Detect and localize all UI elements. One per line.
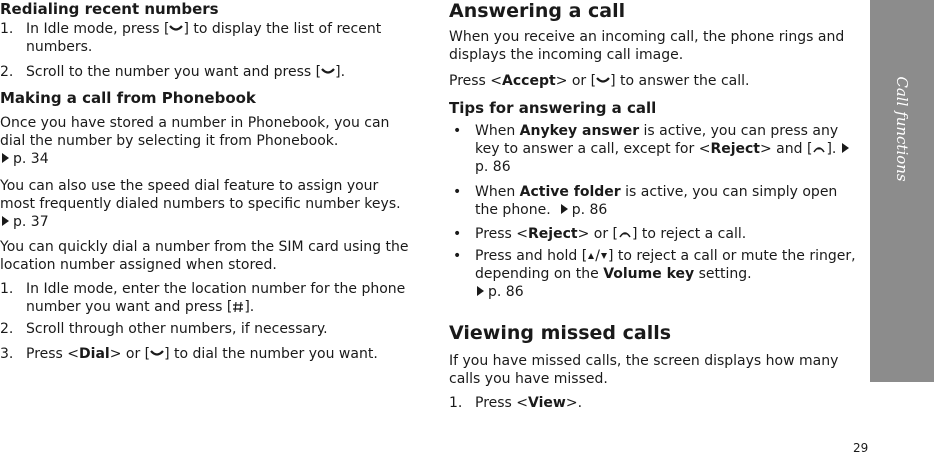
bullet: •: [453, 226, 462, 242]
missed-step-1: [449, 394, 861, 412]
redial-step-2: [0, 63, 412, 81]
phone-send-icon: [596, 75, 610, 87]
paragraph-text: > or [: [555, 73, 597, 89]
bullet: •: [453, 123, 462, 139]
softkey-accept: Accept: [502, 73, 556, 89]
missed-paragraph: If you have missed calls, the screen displays how many calls you have missed.: [449, 353, 839, 387]
sim-step-2: [0, 320, 426, 338]
bullet: •: [453, 248, 462, 264]
tip-text: Press and hold [: [475, 248, 588, 264]
redial-step-1: [0, 20, 412, 56]
step-text: > or [: [109, 346, 151, 362]
phone-send-icon: [150, 348, 164, 360]
tip-reject: [449, 225, 861, 243]
tip-anykey: [449, 122, 861, 176]
tip-text: /: [595, 248, 600, 264]
bullet: •: [453, 184, 462, 200]
step-number: 3.: [0, 346, 14, 362]
tip-text: is active, you can simply open the phone.: [475, 184, 838, 218]
hash-key-icon: [232, 301, 244, 313]
volume-up-icon: [587, 250, 595, 262]
paragraph-text: Once you have stored a number in Phonebook, you can dial the number by selecting it from Phonebook.: [0, 115, 390, 149]
chapter-label: Call functions: [893, 76, 911, 182]
softkey-dial: Dial: [79, 346, 110, 362]
heading-missed-calls: Viewing missed calls: [449, 322, 672, 344]
step-number: 1.: [0, 21, 14, 37]
step-text: ].: [335, 64, 346, 80]
heading-phonebook: Making a call from Phonebook: [0, 89, 256, 107]
step-text: Scroll to the number you want and press [: [26, 64, 322, 80]
tip-volume-key: [449, 247, 861, 301]
setting-active-folder: Active folder: [519, 184, 621, 200]
step-text: Press <: [26, 346, 80, 362]
step-number: 2.: [0, 321, 14, 337]
paragraph-text: You can also use the speed dial feature to assign your most frequently dialed numbers to specific number keys.: [0, 178, 401, 212]
setting-volume-key: Volume key: [603, 266, 695, 282]
sim-step-3: [0, 345, 436, 363]
volume-down-icon: [600, 250, 608, 262]
tip-active-folder: [449, 183, 861, 219]
answer-paragraph-1: When you receive an incoming call, the phone rings and displays the incoming call image.: [449, 29, 845, 63]
tip-text: ].: [826, 141, 837, 157]
step-number: 1.: [449, 395, 463, 411]
phone-end-icon: [618, 228, 632, 240]
phonebook-paragraph-3: You can quickly dial a number from the SIM card using the location number assigned when stored.: [0, 239, 409, 273]
step-text: Press <: [475, 395, 529, 411]
tip-text: ] to reject a call.: [632, 226, 747, 242]
step-text: >.: [565, 395, 583, 411]
step-text: In Idle mode, press [: [26, 21, 170, 37]
page-number: 29: [853, 441, 869, 455]
heading-answering: Answering a call: [449, 0, 626, 22]
tip-text: > or [: [577, 226, 619, 242]
page-reference: p. 34: [13, 151, 49, 167]
phonebook-paragraph-1: [0, 114, 408, 168]
reference-arrow-icon: [561, 204, 568, 214]
heading-tips: Tips for answering a call: [449, 99, 657, 117]
reference-arrow-icon: [842, 143, 849, 153]
answer-paragraph-2: [449, 72, 857, 90]
page-reference: p. 86: [488, 284, 524, 300]
setting-anykey-answer: Anykey answer: [519, 123, 640, 139]
page-reference: p. 86: [475, 159, 511, 175]
step-text: ].: [244, 299, 255, 315]
reference-arrow-icon: [477, 286, 484, 296]
step-number: 1.: [0, 281, 14, 297]
tip-text: Press <: [475, 226, 529, 242]
softkey-reject: Reject: [710, 141, 760, 157]
chapter-label-wrap: [870, 0, 934, 382]
tip-text: When: [475, 123, 520, 139]
step-text: ] to display the list of recent numbers.: [26, 21, 382, 55]
phonebook-paragraph-2: [0, 177, 410, 231]
chapter-side-tab: [870, 0, 934, 382]
softkey-view: View: [528, 395, 566, 411]
phone-end-icon: [812, 143, 826, 155]
phone-send-icon: [321, 66, 335, 78]
tip-text: > and [: [760, 141, 813, 157]
tip-text: When: [475, 184, 520, 200]
paragraph-text: ] to answer the call.: [610, 73, 750, 89]
reference-arrow-icon: [2, 216, 9, 226]
tip-text: ] to reject a call or mute the ringer, depending on the: [475, 248, 856, 282]
sim-step-1: [0, 280, 412, 316]
reference-arrow-icon: [2, 153, 9, 163]
page-reference: p. 86: [571, 202, 608, 218]
step-text: ] to dial the number you want.: [164, 346, 378, 362]
phone-send-icon: [169, 23, 183, 35]
step-text: In Idle mode, enter the location number for the phone number you want and press [: [26, 281, 406, 315]
heading-redialing: Redialing recent numbers: [0, 0, 219, 18]
tip-text: setting.: [694, 266, 752, 282]
step-number: 2.: [0, 64, 14, 80]
softkey-reject: Reject: [528, 226, 578, 242]
page-reference: p. 37: [13, 214, 49, 230]
tip-text: is active, you can press any key to answer a call, except for <: [475, 123, 839, 157]
step-text: Scroll through other numbers, if necessary.: [26, 321, 328, 337]
paragraph-text: Press <: [449, 73, 503, 89]
